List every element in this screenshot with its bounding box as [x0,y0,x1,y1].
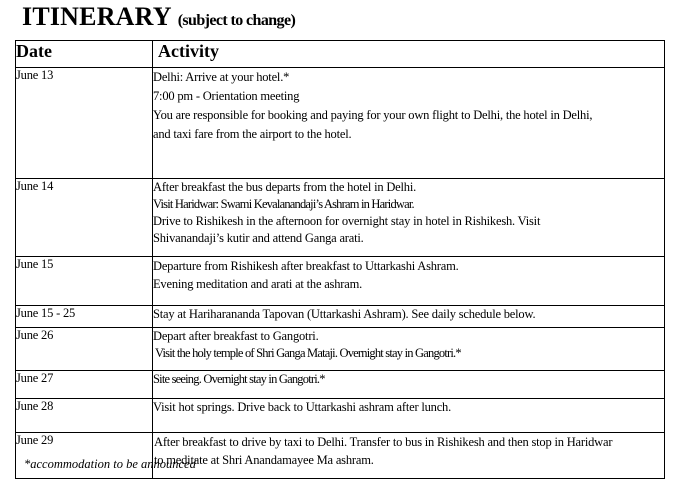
table-row [16,306,665,328]
row-activity [153,399,665,433]
activity-line: Visit Haridwar: Swami Kevalanandaji’s Ashram in Haridwar. [153,197,414,211]
activity-line: Visit hot springs. Drive back to Uttarkashi ashram after lunch. [153,400,452,414]
itinerary-table [15,40,665,479]
table-row [16,399,665,433]
footnote: *accommodation to be announced [24,457,196,471]
activity-line: to meditate at Shri Anandamayee Ma ashram. [154,453,374,467]
row-date: June 15 - 25 [16,306,153,328]
row-activity [153,68,665,179]
row-date: June 15 [16,257,153,306]
row-activity [153,306,665,328]
row-activity [153,371,665,399]
activity-line: Drive to Rishikesh in the afternoon for overnight stay in hotel in Rishikesh. Visit [153,214,541,228]
activity-line: Delhi: Arrive at your hotel.* [153,70,290,84]
header-activity: Activity [153,41,665,68]
row-date: June 13 [16,68,153,179]
row-date: June 29 [16,433,153,479]
activity-line: and taxi fare from the airport to the hotel. [153,127,352,141]
activity-line: Site seeing. Overnight stay in Gangotri.* [153,372,325,386]
activity-line: After breakfast to drive by taxi to Delhi. Transfer to bus in Rishikesh and then stop in Haridwar [154,435,613,449]
row-date: June 14 [16,179,153,257]
activity-line: Departure from Rishikesh after breakfast to Uttarkashi Ashram. [153,259,459,273]
page-title [22,2,295,38]
activity-line: Visit the holy temple of Shri Ganga Mataji. Overnight stay in Gangotri.* [155,346,461,360]
activity-line: 7:00 pm - Orientation meeting [153,89,300,103]
activity-line: You are responsible for booking and paying for your own flight to Delhi, the hotel in Delhi, [153,108,593,122]
row-activity [153,179,665,257]
row-activity [153,257,665,306]
activity-line: Evening meditation and arati at the ashram. [153,277,363,291]
row-activity [153,433,665,479]
activity-line: Shivanandaji’s kutir and attend Ganga arati. [153,231,364,245]
header-date: Date [16,41,153,68]
table-row [16,328,665,371]
row-date: June 26 [16,328,153,371]
table-row [16,68,665,179]
row-date: June 27 [16,371,153,399]
row-date: June 28 [16,399,153,433]
row-activity [153,328,665,371]
table-row [16,179,665,257]
activity-line: Depart after breakfast to Gangotri. [153,329,319,343]
activity-line: Stay at Hariharananda Tapovan (Uttarkashi Ashram). See daily schedule below. [153,307,536,321]
title-subtitle: (subject to change) [177,12,296,29]
table-row [16,371,665,399]
title-main: ITINERARY [22,2,172,31]
table-row [16,257,665,306]
table-header-row [16,41,665,68]
activity-line: After breakfast the bus departs from the hotel in Delhi. [153,180,417,194]
